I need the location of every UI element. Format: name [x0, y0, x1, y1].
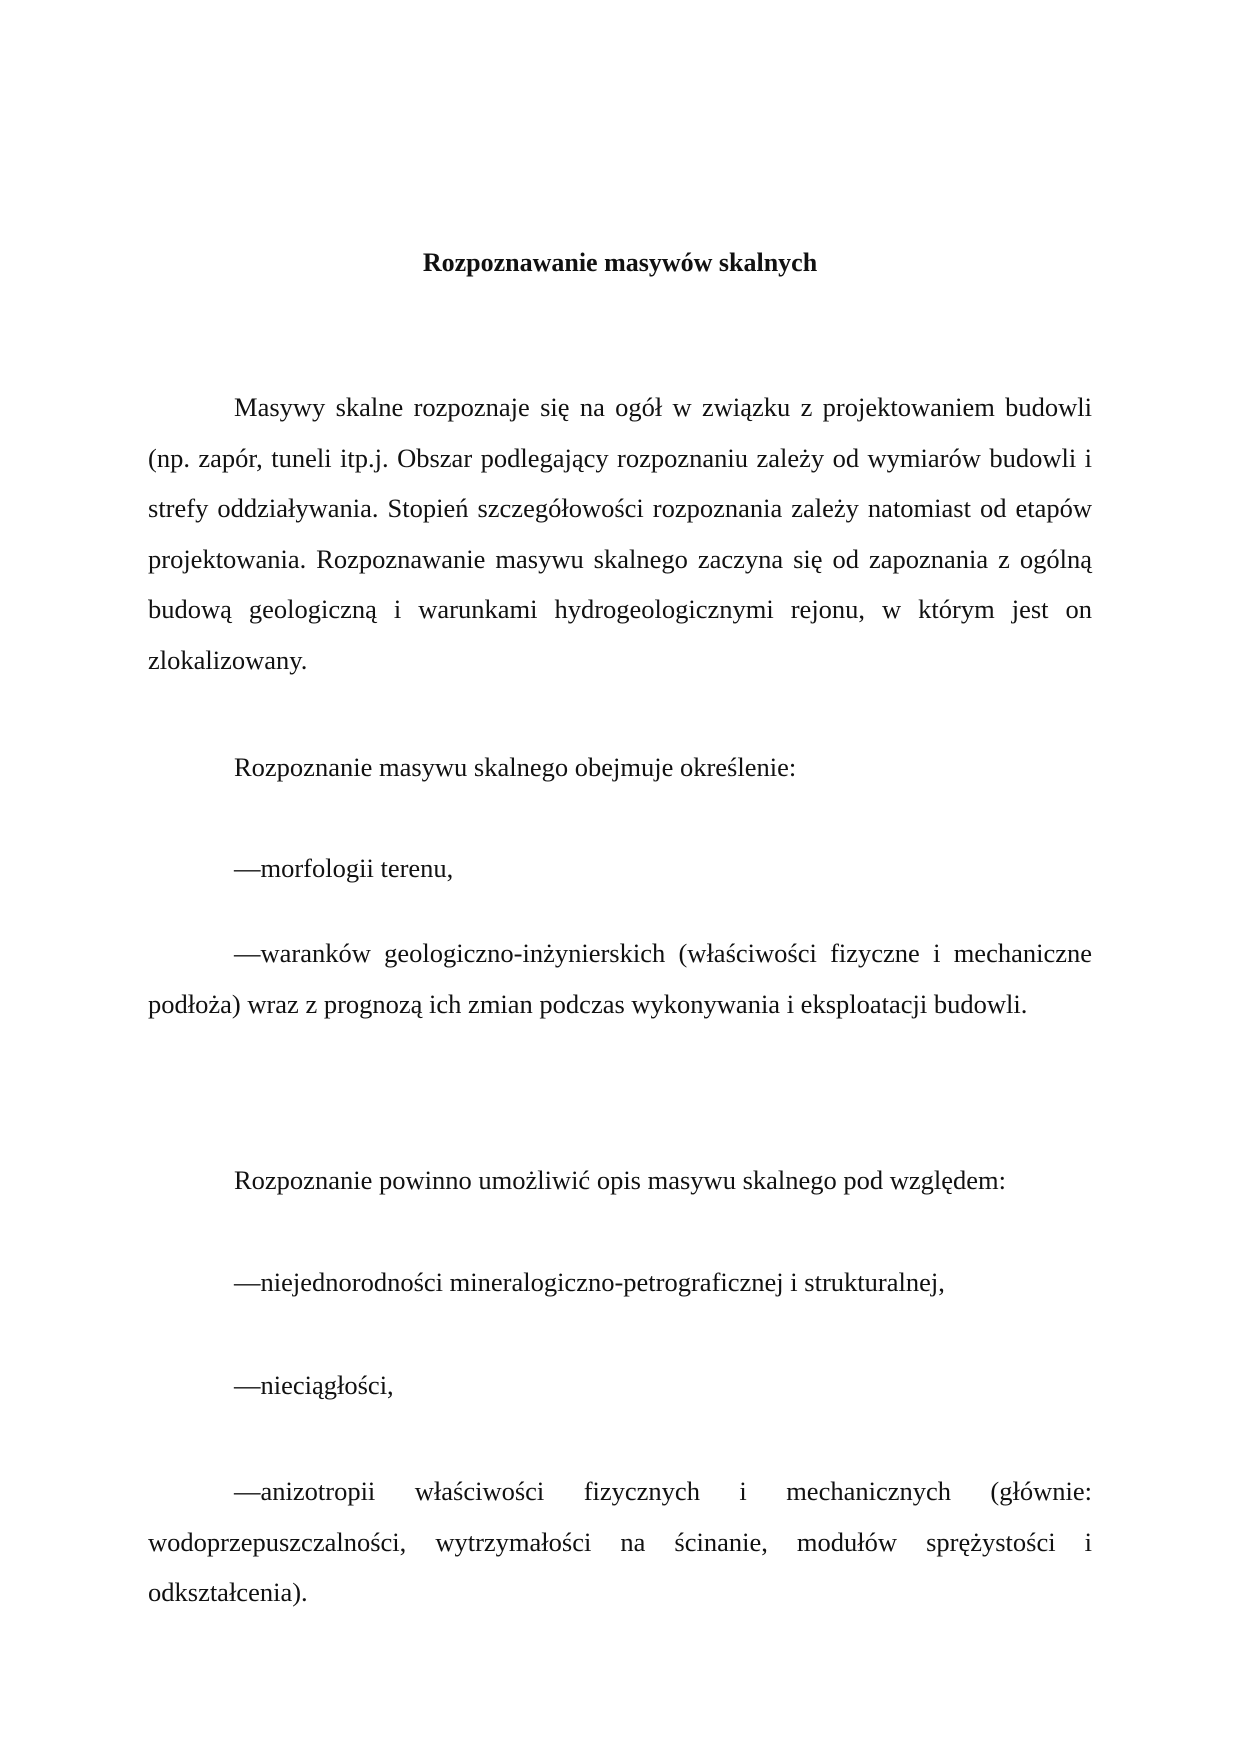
- list-item-anisotropy: —anizotropii właściwości fizycznych i mechanicznych (głównie: wodoprzepuszczalności, wytrzymałości na ścinanie, modułów sprężystości i odkształcenia).: [148, 1476, 1092, 1607]
- list-item-morphology: —morfologii terenu,: [234, 853, 454, 883]
- document-title: Rozpoznawanie masywów skalnych: [422, 248, 818, 277]
- list-intro-description: Rozpoznanie powinno umożliwić opis masywu skalnego pod względem:: [234, 1165, 1007, 1195]
- list-item-discontinuities: —nieciągłości,: [234, 1370, 394, 1400]
- list-item-geotechnical-conditions: —waranków geologiczno-inżynierskich (właściwości fizyczne i mechaniczne podłoża) wraz z prognozą ich zmian podczas wykonywania i eksploatacji budowli.: [148, 938, 1092, 1019]
- list-intro-scope: Rozpoznanie masywu skalnego obejmuje określenie:: [234, 752, 797, 782]
- list-item-heterogeneity: —niejednorodności mineralogiczno-petrograficznej i strukturalnej,: [234, 1267, 945, 1297]
- paragraph-intro: Masywy skalne rozpoznaje się na ogół w związku z projektowaniem budowli (np. zapór, tuneli itp.j. Obszar podlegający rozpoznaniu zależy od wymiarów budowli i strefy oddziaływania. Stopień szczegółowości rozpoznania zależy natomiast od etapów projektowania. Rozpoznawanie masywu skalnego zaczyna się od zapoznania z ogólną budową geologiczną i warunkami hydrogeologicznymi rejonu, w którym jest on zlokalizowany.: [148, 392, 1092, 675]
